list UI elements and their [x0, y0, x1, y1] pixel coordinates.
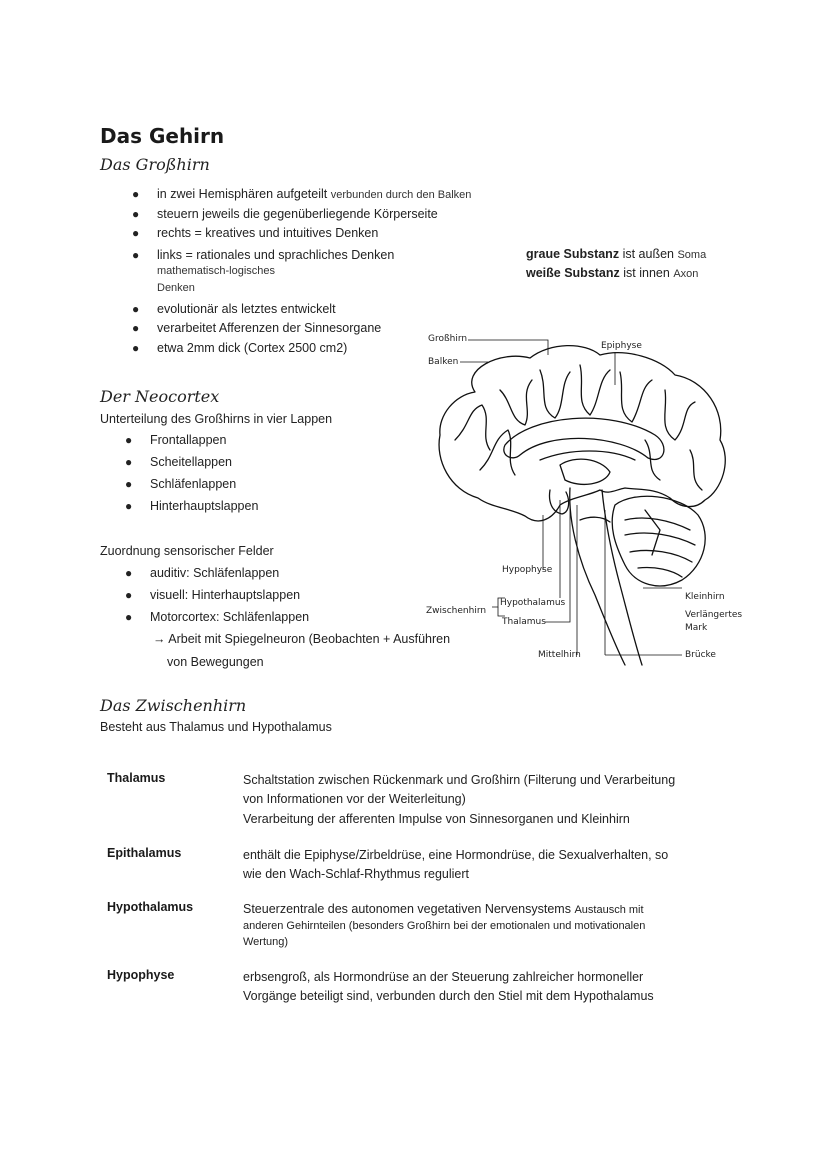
spiegelneuron-line2: von Bewegungen — [167, 655, 264, 669]
brain-diagram — [420, 330, 750, 670]
list-item: ● in zwei Hemisphären aufgeteilt verbunden durch den Balken — [132, 187, 472, 201]
neocortex-intro: Unterteilung des Großhirns in vier Lappen — [100, 412, 333, 426]
list-item: ● visuell: Hinterhauptslappen — [125, 588, 301, 602]
label-balken: Balken — [428, 357, 459, 367]
zwischenhirn-intro: Besteht aus Thalamus und Hypothalamus — [100, 720, 332, 734]
spiegelneuron-line1: → Arbeit mit Spiegelneuron (Beobachten + Ausführen — [153, 632, 451, 646]
section-heading-grosshirn: Das Großhirn — [100, 155, 210, 174]
lappen-list — [125, 433, 259, 521]
label-epiphyse: Epiphyse — [601, 341, 642, 351]
label-hypophyse: Hypophyse — [502, 565, 553, 575]
table-row — [107, 968, 727, 1008]
table-row — [107, 900, 727, 956]
list-item: ● Scheitellappen — [125, 455, 233, 469]
label-mittelhirn: Mittelhirn — [538, 650, 581, 660]
section-heading-neocortex: Der Neocortex — [100, 387, 220, 406]
label-zwischenhirn: Zwischenhirn — [426, 606, 487, 616]
definition-hypophyse: erbsengroß, als Hormondrüse an der Steuerung zahlreicher hormoneller Vorgänge beteiligt sind, verbunden durch den Stiel mit dem Hypothalamus — [243, 970, 654, 1004]
bullet-icon: ● — [125, 566, 133, 580]
list-item: ● Hinterhauptslappen — [125, 499, 259, 513]
list-item: ● evolutionär als letztes entwickelt — [132, 302, 336, 316]
list-item: ● etwa 2mm dick (Cortex 2500 cm2) — [132, 341, 348, 355]
list-item: ● Frontallappen — [125, 433, 227, 447]
label-thalamus: Thalamus — [502, 617, 546, 627]
list-item: ● links = rationales und sprachliches Denken mathematisch-logisches Denken — [132, 248, 395, 295]
list-item: ● verarbeitet Afferenzen der Sinnesorgane — [132, 321, 382, 335]
bullet-icon: ● — [125, 499, 133, 513]
label-grosshirn: Großhirn — [428, 334, 468, 344]
label-kleinhirn: Kleinhirn — [685, 592, 725, 602]
list-item: ● steuern jeweils die gegenüberliegende Körperseite — [132, 207, 438, 221]
bullet-icon: ● — [132, 248, 140, 262]
felder-intro: Zuordnung sensorischer Felder — [100, 544, 274, 558]
bullet-icon: ● — [132, 341, 140, 355]
list-item: ● rechts = kreatives und intuitives Denken — [132, 226, 379, 240]
list-item: ● Motorcortex: Schläfenlappen — [125, 610, 310, 624]
term-thalamus: Thalamus — [107, 771, 166, 785]
bullet-icon: ● — [132, 321, 140, 335]
label-verlaengertes-mark: Verlängertes — [685, 610, 743, 620]
bullet-icon: ● — [132, 187, 140, 201]
bullet-icon: ● — [125, 477, 133, 491]
term-epithalamus: Epithalamus — [107, 846, 182, 860]
label-mark: Mark — [685, 623, 708, 633]
term-hypothalamus: Hypothalamus — [107, 900, 194, 914]
section-heading-zwischenhirn: Das Zwischenhirn — [100, 696, 247, 715]
definition-hypothalamus: Steuerzentrale des autonomen vegetativen Nervensystems Austausch mit anderen Gehirnteilen (besonders Großhirn bei der emotionalen und motivationalen Wertung) — [243, 902, 646, 948]
table-row — [107, 846, 727, 886]
table-row — [107, 771, 727, 831]
bullet-icon: ● — [132, 302, 140, 316]
substanz-note: graue Substanz ist außen Soma weiße Substanz ist innen Axon — [526, 247, 707, 281]
label-bruecke: Brücke — [685, 650, 716, 660]
bullet-icon: ● — [125, 433, 133, 447]
bullet-icon: ● — [125, 455, 133, 469]
page-title: Das Gehirn — [100, 124, 225, 148]
bullet-icon: ● — [132, 226, 140, 240]
felder-list — [125, 566, 310, 632]
label-hypothalamus: Hypothalamus — [500, 598, 566, 608]
bullet-icon: ● — [132, 207, 140, 221]
term-hypophyse: Hypophyse — [107, 968, 175, 982]
list-item: ● auditiv: Schläfenlappen — [125, 566, 280, 580]
list-item: ● Schläfenlappen — [125, 477, 237, 491]
bullet-icon: ● — [125, 588, 133, 602]
definition-epithalamus: enthält die Epiphyse/Zirbeldrüse, eine Hormondrüse, die Sexualverhalten, so wie den Wach-Schlaf-Rhythmus reguliert — [243, 848, 669, 882]
definition-thalamus: Schaltstation zwischen Rückenmark und Großhirn (Filterung und Verarbeitung von Informationen vor der Weiterleitung) Verarbeitung der afferenten Impulse von Sinnesorganen und Kleinhirn — [243, 773, 676, 826]
bullet-icon: ● — [125, 610, 133, 624]
